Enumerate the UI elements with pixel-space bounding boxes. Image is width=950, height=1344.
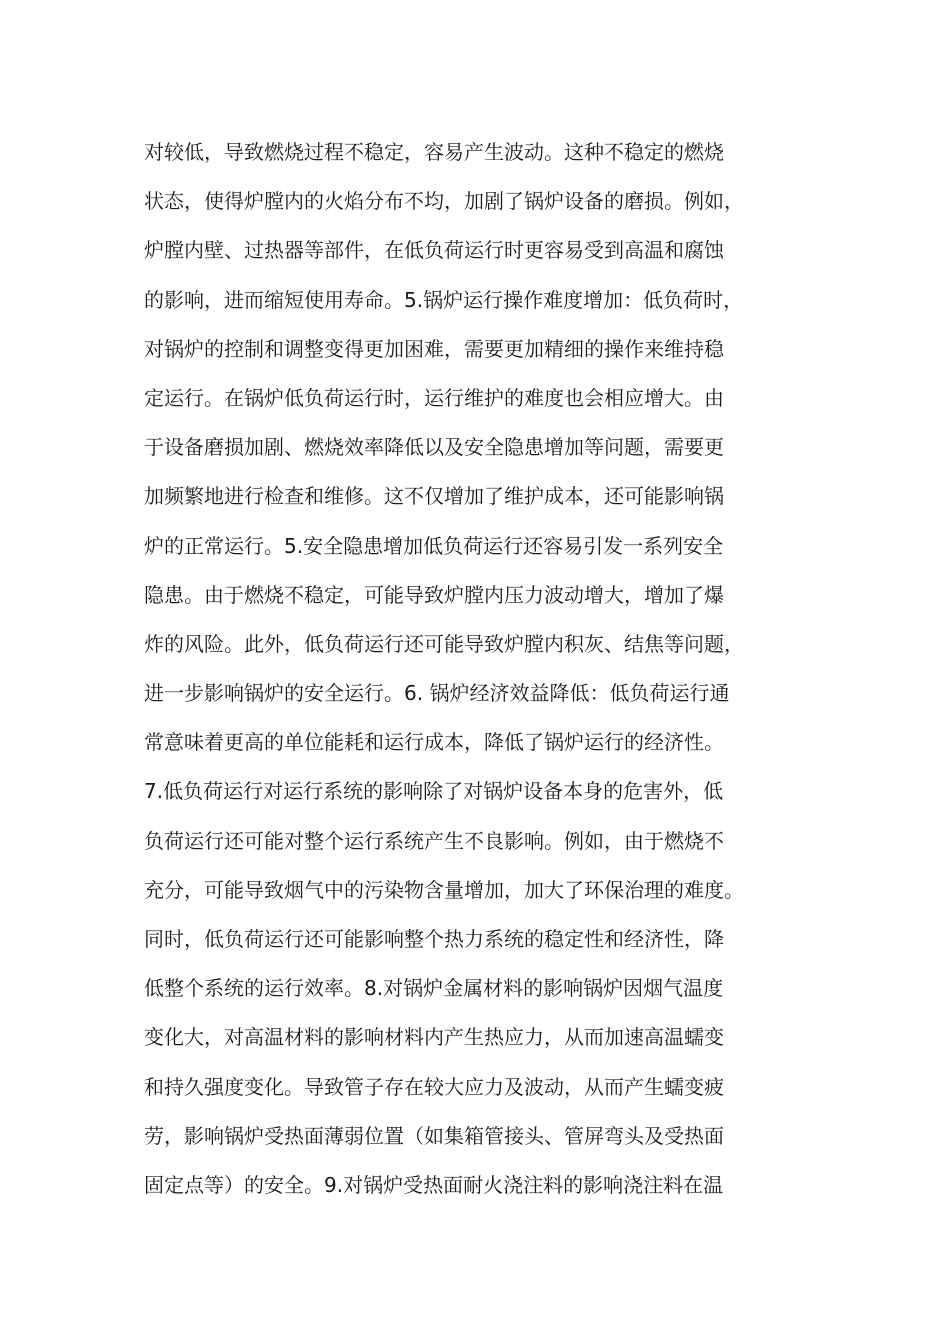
text-line: 加频繁地进行检查和维修。这不仅增加了维护成本，还可能影响锅 — [144, 484, 724, 509]
text-line: 和持久强度变化。导致管子存在较大应力及波动，从而产生蠕变疲 — [144, 1074, 724, 1099]
text-line: 劳，影响锅炉受热面薄弱位置（如集箱管接头、管屏弯头及受热面 — [144, 1123, 724, 1148]
text-line: 负荷运行还可能对整个运行系统产生不良影响。例如，由于燃烧不 — [144, 828, 724, 853]
text-line: 常意味着更高的单位能耗和运行成本，降低了锅炉运行的经济性。 — [144, 730, 724, 755]
text-line: 的影响，进而缩短使用寿命。5.锅炉运行操作难度增加：低负荷时， — [144, 287, 744, 312]
text-line: 炉膛内壁、过热器等部件，在低负荷运行时更容易受到高温和腐蚀 — [144, 238, 724, 263]
text-line: 低整个系统的运行效率。8.对锅炉金属材料的影响锅炉因烟气温度 — [144, 976, 724, 1001]
text-line: 变化大，对高温材料的影响材料内产生热应力，从而加速高温蠕变 — [144, 1025, 724, 1050]
text-line: 对锅炉的控制和调整变得更加困难，需要更加精细的操作来维持稳 — [144, 336, 724, 361]
text-line: 同时，低负荷运行还可能影响整个热力系统的稳定性和经济性，降 — [144, 927, 724, 951]
body-text — [144, 128, 844, 1210]
text-line: 状态，使得炉膛内的火焰分布不均，加剧了锅炉设备的磨损。例如， — [144, 189, 744, 214]
text-line: 炸的风险。此外，低负荷运行还可能导致炉膛内积灰、结焦等问题， — [144, 631, 744, 656]
text-line: 充分，可能导致烟气中的污染物含量增加，加大了环保治理的难度。 — [144, 877, 744, 902]
text-line: 隐患。由于燃烧不稳定，可能导致炉膛内压力波动增大，增加了爆 — [144, 582, 724, 607]
text-line: 对较低，导致燃烧过程不稳定，容易产生波动。这种不稳定的燃烧 — [144, 140, 724, 164]
text-line: 炉的正常运行。5.安全隐患增加低负荷运行还容易引发一系列安全 — [144, 533, 724, 558]
text-line: 于设备磨损加剧、燃烧效率降低以及安全隐患增加等问题，需要更 — [144, 435, 724, 460]
text-line: 7.低负荷运行对运行系统的影响除了对锅炉设备本身的危害外，低 — [144, 779, 724, 804]
text-line: 定运行。在锅炉低负荷运行时，运行维护的难度也会相应增大。由 — [144, 385, 724, 410]
text-line: 固定点等）的安全。9.对锅炉受热面耐火浇注料的影响浇注料在温 — [144, 1172, 724, 1197]
text-line: 进一步影响锅炉的安全运行。6. 锅炉经济效益降低：低负荷运行通 — [144, 681, 730, 706]
